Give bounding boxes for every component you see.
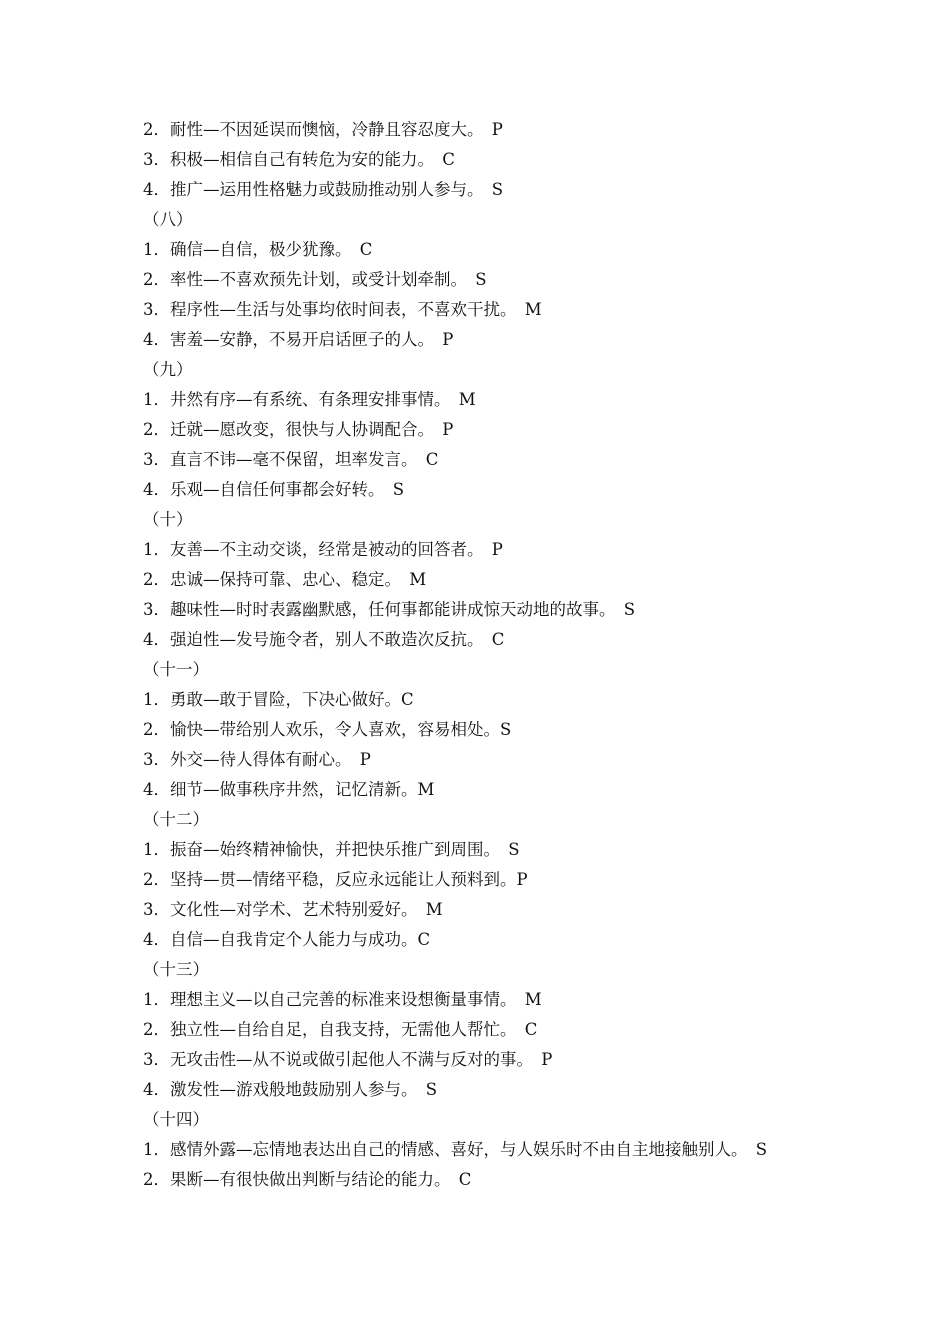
section-heading: （九） [143,360,193,379]
list-item: 3．直言不讳—毫不保留，坦率发言。 C [143,450,439,469]
list-item: 2．率性—不喜欢预先计划，或受计划牵制。 S [143,270,487,289]
list-item: 2．独立性—自给自足，自我支持，无需他人帮忙。 C [143,1020,538,1039]
section-heading: （十二） [143,810,209,829]
list-item: 3．文化性—对学术、艺术特别爱好。 M [143,900,443,919]
list-item: 1．友善—不主动交谈，经常是被动的回答者。 P [143,540,503,559]
section-heading: （八） [143,210,193,229]
list-item: 2．坚持—贯—情绪平稳，反应永远能让人预料到。P [143,870,528,889]
list-item: 1．振奋—始终精神愉快，并把快乐推广到周围。 S [143,840,520,859]
list-item: 1．确信—自信，极少犹豫。 C [143,240,373,259]
list-item: 4．乐观—自信任何事都会好转。 S [143,480,405,499]
list-item: 2．耐性—不因延误而懊恼，冷静且容忍度大。 P [143,120,503,139]
list-item: 1．井然有序—有系统、有条理安排事情。 M [143,390,476,409]
list-item: 4．细节—做事秩序井然，记忆清新。M [143,780,435,799]
list-item: 3．趣味性—时时表露幽默感，任何事都能讲成惊天动地的故事。 S [143,600,636,619]
list-item: 2．果断—有很快做出判断与结论的能力。 C [143,1170,472,1189]
list-item: 3．积极—相信自己有转危为安的能力。 C [143,150,455,169]
list-item: 3．程序性—生活与处事均依时间表，不喜欢干扰。 M [143,300,542,319]
list-item: 1．感情外露—忘情地表达出自己的情感、喜好，与人娱乐时不由自主地接触别人。 S [143,1140,768,1159]
list-item: 4．自信—自我肯定个人能力与成功。C [143,930,431,949]
section-heading: （十四） [143,1110,209,1129]
list-item: 2．忠诚—保持可靠、忠心、稳定。 M [143,570,427,589]
list-item: 4．强迫性—发号施令者，别人不敢造次反抗。 C [143,630,505,649]
list-item: 4．激发性—游戏般地鼓励别人参与。 S [143,1080,438,1099]
list-item: 2．迁就—愿改变，很快与人协调配合。 P [143,420,454,439]
list-item: 4．推广—运用性格魅力或鼓励推动别人参与。 S [143,180,504,199]
document-body [143,115,813,1195]
list-item: 3．外交—待人得体有耐心。 P [143,750,371,769]
list-item: 1．勇敢—敢于冒险，下决心做好。C [143,690,414,709]
section-heading: （十） [143,510,193,529]
list-item: 2．愉快—带给别人欢乐，令人喜欢，容易相处。S [143,720,512,739]
section-heading: （十三） [143,960,209,979]
section-heading: （十一） [143,660,209,679]
list-item: 1．理想主义—以自己完善的标准来设想衡量事情。 M [143,990,542,1009]
list-item: 4．害羞—安静，不易开启话匣子的人。 P [143,330,454,349]
list-item: 3．无攻击性—从不说或做引起他人不满与反对的事。 P [143,1050,553,1069]
